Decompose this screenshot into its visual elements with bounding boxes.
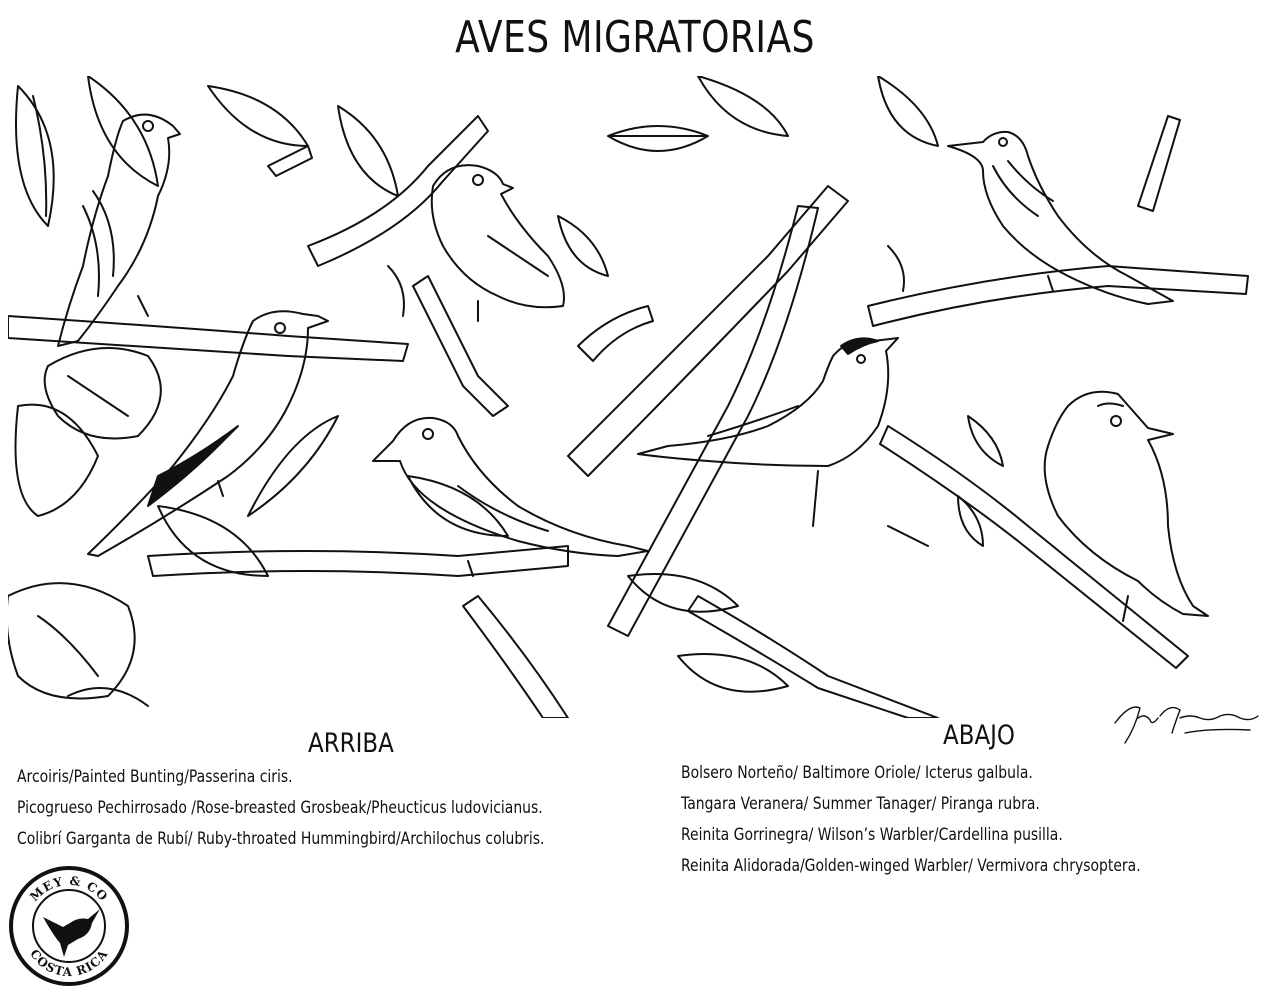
artist-signature <box>1110 688 1260 748</box>
branches <box>8 116 1248 718</box>
bird-hummingbird <box>948 132 1173 304</box>
list-item: Reinita Gorrinegra/ Wilson’s Warbler/Cardellina pusilla. <box>681 825 1063 845</box>
heading-abajo: ABAJO <box>943 720 1015 751</box>
heading-arriba: ARRIBA <box>308 728 394 759</box>
species-list-arriba <box>17 762 544 855</box>
logo-top-text: MEY & CO <box>27 873 111 905</box>
birds-illustration <box>8 76 1260 718</box>
hummingbird-icon <box>43 909 100 957</box>
mey-co-logo <box>8 865 130 987</box>
list-item: Picogrueso Pechirrosado /Rose-breasted Grosbeak/Pheucticus ludovicianus. <box>17 798 543 818</box>
list-item: Reinita Alidorada/Golden-winged Warbler/ Vermivora chrysoptera. <box>681 856 1141 876</box>
bird-top-center <box>432 165 564 321</box>
species-list-abajo <box>681 758 1141 882</box>
bird-bottom-right <box>1045 392 1208 621</box>
page-title: AVES MIGRATORIAS <box>455 12 815 63</box>
list-item: Arcoiris/Painted Bunting/Passerina ciris. <box>17 767 293 787</box>
bird-top-left <box>58 115 180 346</box>
logo-bottom-text: COSTA RICA <box>27 946 111 980</box>
flowers <box>8 348 161 706</box>
list-item: Colibrí Garganta de Rubí/ Ruby-throated Hummingbird/Archilochus colubris. <box>17 829 545 849</box>
bird-center <box>373 418 648 576</box>
list-item: Tangara Veranera/ Summer Tanager/ Piranga rubra. <box>681 794 1040 814</box>
leaves <box>16 76 1003 692</box>
list-item: Bolsero Norteño/ Baltimore Oriole/ Icterus galbula. <box>681 763 1033 783</box>
